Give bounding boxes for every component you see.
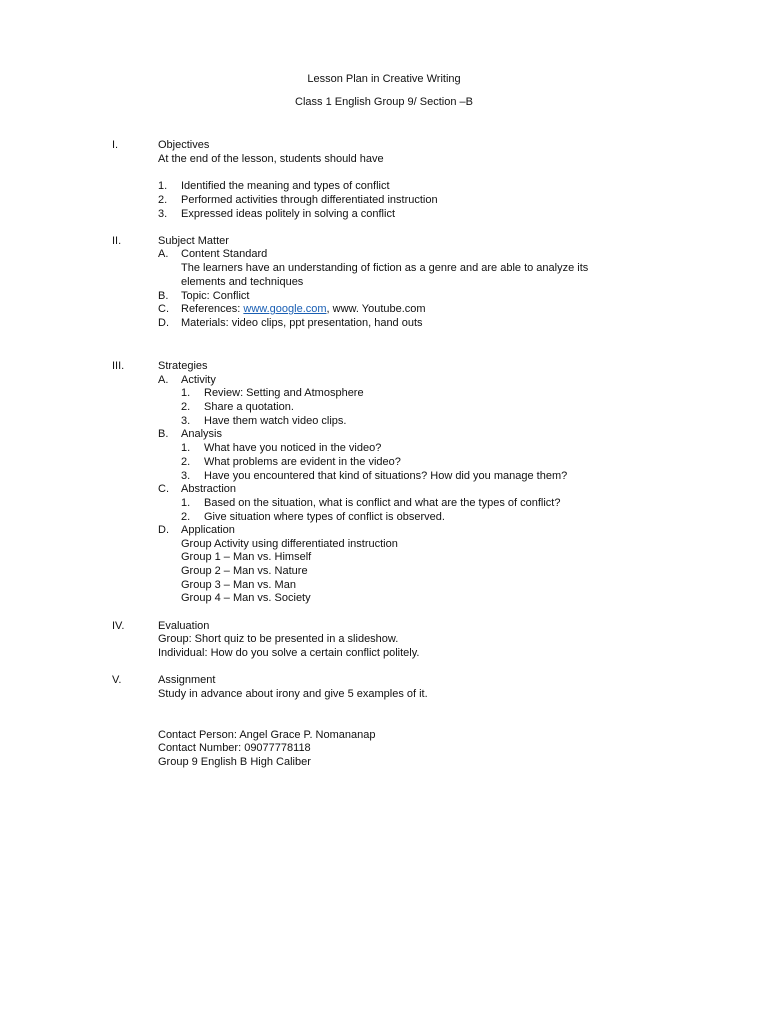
list-item: Give situation where types of conflict is observed. bbox=[204, 511, 445, 523]
list-item: Based on the situation, what is conflict and what are the types of conflict? bbox=[204, 497, 561, 509]
list-item: Review: Setting and Atmosphere bbox=[204, 387, 364, 399]
list-number: 1. bbox=[181, 442, 191, 454]
contact-number: Contact Number: 09077778118 bbox=[158, 742, 311, 754]
list-letter: C. bbox=[158, 483, 169, 495]
section-heading-subject-matter: Subject Matter bbox=[158, 235, 229, 247]
application-line: Group 3 – Man vs. Man bbox=[181, 579, 296, 591]
content-standard-text: elements and techniques bbox=[181, 276, 304, 288]
list-item: Have them watch video clips. bbox=[204, 415, 347, 427]
contact-group: Group 9 English B High Caliber bbox=[158, 756, 311, 768]
section-heading-assignment: Assignment bbox=[158, 674, 216, 686]
application-line: Group Activity using differentiated instruction bbox=[181, 538, 398, 550]
subsection-heading: Activity bbox=[181, 374, 216, 386]
list-item: Content Standard bbox=[181, 248, 268, 260]
list-letter: D. bbox=[158, 524, 169, 536]
section-number: I. bbox=[112, 139, 119, 151]
list-item: What problems are evident in the video? bbox=[204, 456, 401, 468]
section-heading-strategies: Strategies bbox=[158, 360, 208, 372]
application-line: Group 4 – Man vs. Society bbox=[181, 592, 311, 604]
assignment-line: Study in advance about irony and give 5 examples of it. bbox=[158, 688, 428, 700]
list-letter: C. bbox=[158, 303, 169, 315]
references-line bbox=[181, 303, 426, 316]
evaluation-line: Individual: How do you solve a certain conflict politely. bbox=[158, 647, 420, 659]
list-item: Performed activities through differentiated instruction bbox=[181, 194, 438, 206]
list-item: Topic: Conflict bbox=[181, 290, 250, 302]
section-number: III. bbox=[112, 360, 125, 372]
list-letter: B. bbox=[158, 428, 169, 440]
section-number: II. bbox=[112, 235, 122, 247]
list-number: 1. bbox=[158, 180, 168, 192]
application-line: Group 1 – Man vs. Himself bbox=[181, 551, 312, 563]
content-standard-text: The learners have an understanding of fiction as a genre and are able to analyze its bbox=[181, 262, 589, 274]
evaluation-line: Group: Short quiz to be presented in a slideshow. bbox=[158, 633, 399, 645]
document-subtitle: Class 1 English Group 9/ Section –B bbox=[295, 96, 473, 108]
list-number: 3. bbox=[181, 415, 191, 427]
list-letter: B. bbox=[158, 290, 169, 302]
references-rest: , www. Youtube.com bbox=[326, 303, 426, 315]
application-line: Group 2 – Man vs. Nature bbox=[181, 565, 308, 577]
section-heading-objectives: Objectives bbox=[158, 139, 210, 151]
google-link[interactable]: www.google.com bbox=[243, 303, 327, 315]
section-number: V. bbox=[112, 674, 122, 686]
list-letter: A. bbox=[158, 248, 169, 260]
section-number: IV. bbox=[112, 620, 125, 632]
list-item: Have you encountered that kind of situations? How did you manage them? bbox=[204, 470, 568, 482]
references-label: References: bbox=[181, 303, 244, 315]
list-number: 3. bbox=[158, 208, 168, 220]
list-number: 3. bbox=[181, 470, 191, 482]
list-number: 2. bbox=[181, 456, 191, 468]
list-number: 2. bbox=[181, 401, 191, 413]
subsection-heading: Application bbox=[181, 524, 235, 536]
contact-person: Contact Person: Angel Grace P. Nomananap bbox=[158, 729, 376, 741]
list-item: Identified the meaning and types of conflict bbox=[181, 180, 390, 192]
subsection-heading: Analysis bbox=[181, 428, 222, 440]
list-letter: A. bbox=[158, 374, 169, 386]
list-number: 2. bbox=[158, 194, 168, 206]
section-heading-evaluation: Evaluation bbox=[158, 620, 210, 632]
list-item: Share a quotation. bbox=[204, 401, 294, 413]
list-item: What have you noticed in the video? bbox=[204, 442, 382, 454]
list-number: 1. bbox=[181, 387, 191, 399]
list-letter: D. bbox=[158, 317, 169, 329]
list-number: 1. bbox=[181, 497, 191, 509]
subsection-heading: Abstraction bbox=[181, 483, 237, 495]
list-item: Materials: video clips, ppt presentation, hand outs bbox=[181, 317, 423, 329]
list-number: 2. bbox=[181, 511, 191, 523]
objectives-intro: At the end of the lesson, students should have bbox=[158, 153, 384, 165]
document-title: Lesson Plan in Creative Writing bbox=[307, 73, 461, 85]
list-item: Expressed ideas politely in solving a conflict bbox=[181, 208, 396, 220]
